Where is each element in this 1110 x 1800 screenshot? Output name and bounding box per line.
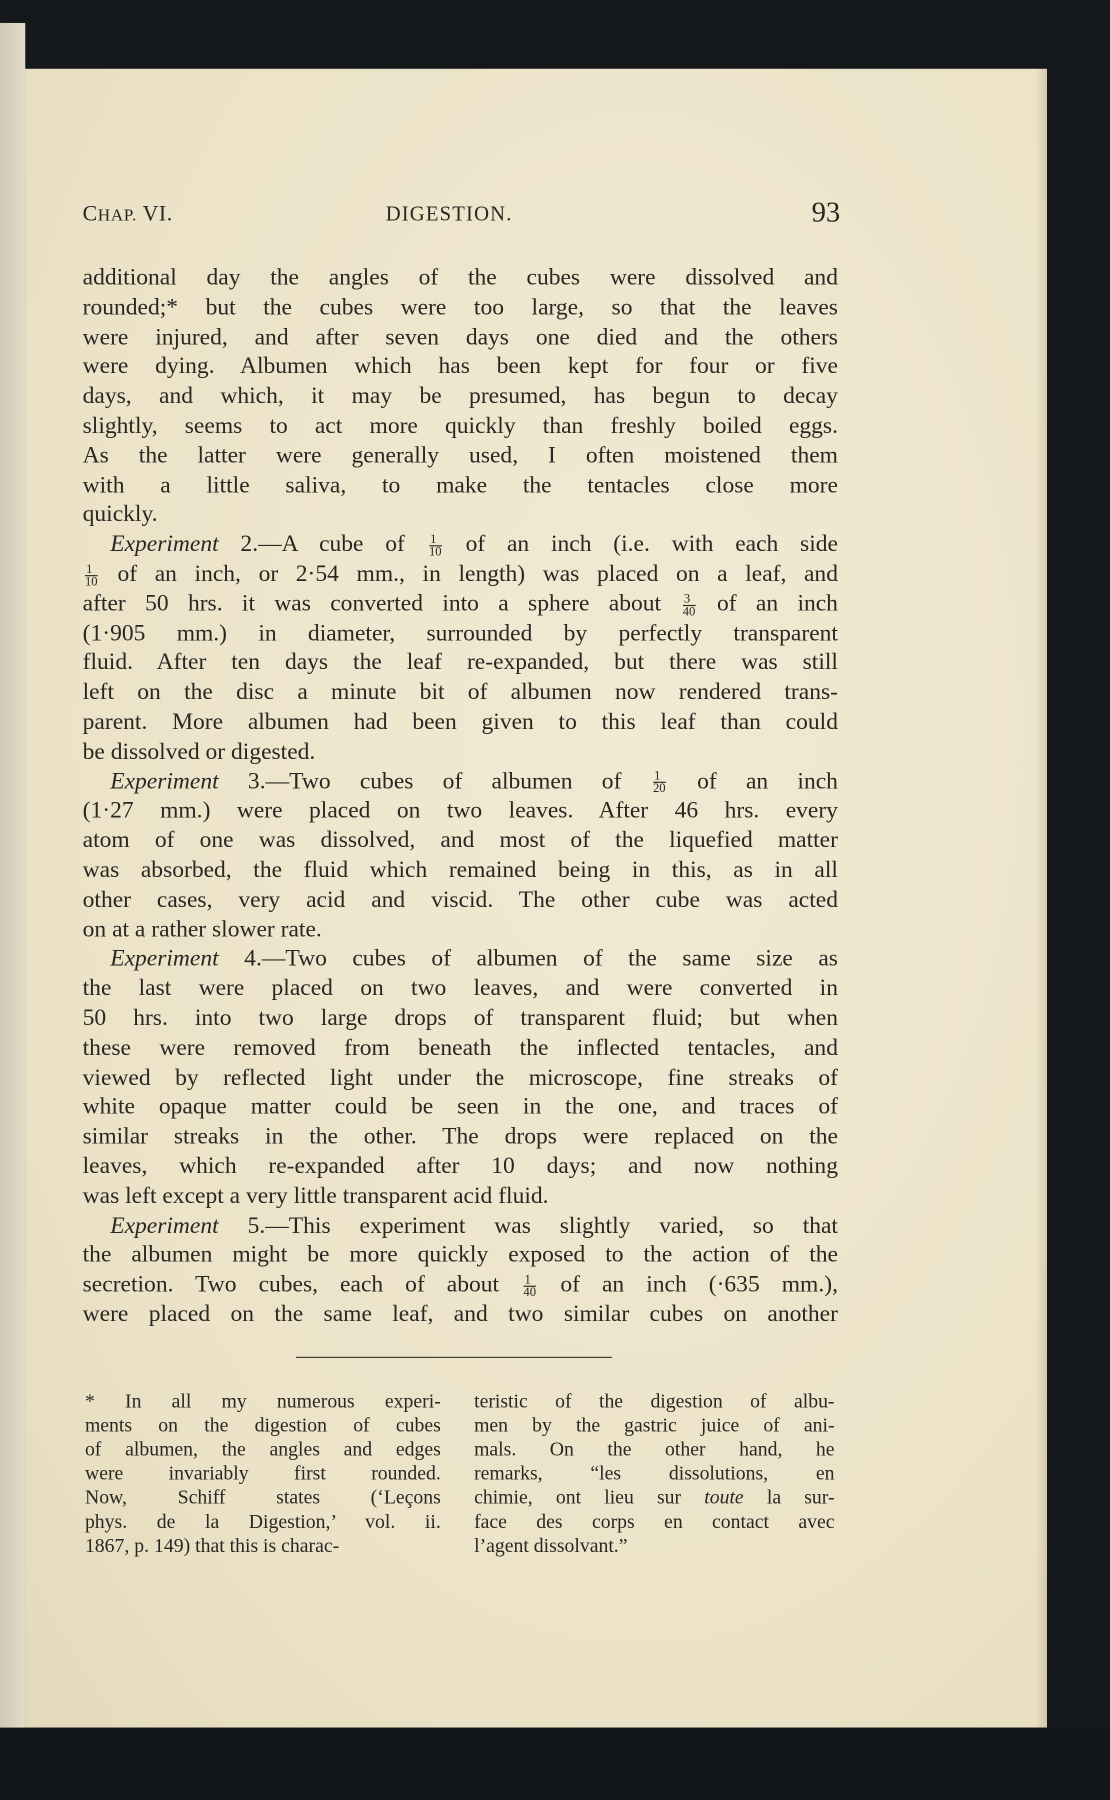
experiment-label: Experiment <box>110 1212 248 1239</box>
text-run: (1·27 mm.) were placed on two leaves. After 46 hrs. every <box>82 798 838 824</box>
text-run: parent. More albumen had been given to this leaf than could <box>82 709 838 735</box>
experiment-line <box>83 738 838 768</box>
footnote-right-column <box>474 1389 834 1558</box>
experiment-line <box>83 1093 838 1123</box>
experiment-line <box>83 886 838 916</box>
chapter-prefix: C <box>82 202 98 227</box>
fraction-denominator: 10 <box>84 574 98 589</box>
footnote-line: l’agent dissolvant.” <box>474 1534 628 1557</box>
experiment-line <box>83 1300 838 1330</box>
experiment-line <box>83 1123 838 1153</box>
scanner-background <box>0 1728 1110 1800</box>
experiment-line <box>83 797 838 827</box>
text-run: of an inch <box>667 768 838 794</box>
experiment-line <box>83 708 838 738</box>
text-run: on at a rather slower rate. <box>82 916 322 942</box>
text-run: of an inch, or 2·54 mm., in length) was placed on a leaf, and <box>99 561 838 587</box>
text-run: 2.—A cube of <box>240 531 427 557</box>
text-run: 4.—Two cubes of albumen of the same size as <box>244 946 838 972</box>
experiment-line <box>83 1004 838 1034</box>
experiment-line <box>83 1182 838 1212</box>
text-run: were placed on the same leaf, and two similar cubes on another <box>82 1301 838 1327</box>
text-run: (1·905 mm.) in diameter, surrounded by perfectly transparent <box>82 620 838 646</box>
experiment-line <box>83 1152 838 1182</box>
text-run: la sur- <box>743 1486 835 1509</box>
footnote-line: 1867, p. 149) that this is charac- <box>84 1534 340 1557</box>
text-run: these were removed from beneath the inflected tentacles, and <box>82 1035 838 1061</box>
text-run: after 50 hrs. it was converted into a sphere about <box>82 590 681 617</box>
fraction-numerator: 1 <box>653 771 666 784</box>
experiment-label: Experiment <box>110 531 241 557</box>
fraction-numerator: 1 <box>523 1274 536 1287</box>
footnote-line: mals. On the other hand, he <box>474 1438 835 1461</box>
text-run: leaves, which re-expanded after 10 days; and now nothing <box>82 1153 838 1179</box>
fraction-denominator: 20 <box>652 782 666 796</box>
text-run: was absorbed, the fluid which remained being in this, as in all <box>82 857 838 883</box>
experiment-line <box>83 827 838 857</box>
experiment-label: Experiment <box>110 946 245 972</box>
experiment-line <box>83 531 838 561</box>
body-line: slightly, seems to act more quickly than freshly boiled eggs. <box>82 413 838 439</box>
fraction-denominator: 40 <box>682 604 696 619</box>
fraction <box>683 593 696 617</box>
chapter-smallcaps: HAP. <box>97 206 137 225</box>
footnote-line: * In all my numerous experi- <box>84 1390 441 1412</box>
text-run: be dissolved or digested. <box>82 738 316 765</box>
footnote-line: were invariably first rounded. <box>84 1462 441 1485</box>
experiment-line <box>83 945 838 975</box>
experiment-line <box>83 1212 838 1242</box>
fraction-numerator: 1 <box>85 563 98 576</box>
footnote-line: ments on the digestion of cubes <box>84 1414 441 1437</box>
body-line: with a little saliva, to make the tentacles close more <box>82 472 838 498</box>
fraction <box>85 563 98 587</box>
experiment-line <box>83 679 838 709</box>
fraction-numerator: 1 <box>429 534 442 547</box>
text-run: was left except a very little transparent acid fluid. <box>82 1183 549 1209</box>
text-run: of an inch <box>697 590 838 617</box>
body-line: were dying. Albumen which has been kept for four or five <box>82 354 838 380</box>
page-number: 93 <box>811 197 841 229</box>
experiment-line <box>83 649 838 679</box>
experiment-line <box>83 915 838 945</box>
text-run: atom of one was dissolved, and most of the liquefied matter <box>82 827 838 854</box>
chapter-number: VI. <box>142 202 173 227</box>
text-run: viewed by reflected light under the microscope, fine streaks of <box>82 1064 838 1090</box>
running-head <box>83 197 841 243</box>
text-run: left on the disc a minute bit of albumen now rendered trans- <box>82 679 838 705</box>
experiment-line <box>83 619 838 649</box>
previous-page-edge <box>0 23 25 1768</box>
chapter-label <box>83 202 173 227</box>
text-run: white opaque matter could be seen in the one, and traces of <box>82 1094 838 1120</box>
body-line: days, and which, it may be presumed, has begun to decay <box>82 383 838 409</box>
experiment-line <box>83 975 838 1005</box>
footnote-line: phys. de la Digestion,’ vol. ii. <box>84 1510 441 1533</box>
experiment-line <box>83 1241 838 1271</box>
text-run: similar streaks in the other. The drops were replaced on the <box>82 1123 838 1150</box>
experiment-line <box>83 856 838 886</box>
text-run: secretion. Two cubes, each of about <box>82 1271 522 1298</box>
footnote-left-column <box>85 1389 441 1558</box>
italic-word: toute <box>704 1486 744 1509</box>
text-run: the albumen might be more quickly exposed to the action of the <box>82 1242 838 1268</box>
experiment-line <box>83 560 838 590</box>
fraction-numerator: 3 <box>683 593 696 606</box>
footnote-line: remarks, “les dissolutions, en <box>474 1462 835 1485</box>
fraction <box>429 534 442 558</box>
text-run: 50 hrs. into two large drops of transparent fluid; but when <box>82 1005 838 1031</box>
body-line: rounded;* but the cubes were too large, so that the leaves <box>82 294 838 321</box>
footnote-line: face des corps en contact avec <box>474 1510 835 1533</box>
fraction <box>653 771 666 795</box>
experiment-line <box>83 1064 838 1094</box>
text-run: the last were placed on two leaves, and were converted in <box>82 975 838 1002</box>
text-run: 3.—Two cubes of albumen of <box>247 768 651 794</box>
body-line: were injured, and after seven days one died and the others <box>82 324 838 350</box>
footnote-line: Now, Schiff states (‘Leçons <box>84 1486 441 1509</box>
footnote-line: teristic of the digestion of albu- <box>474 1390 835 1412</box>
footnote-line: of albumen, the angles and edges <box>84 1438 441 1461</box>
text-run: of an inch (i.e. with each side <box>443 531 838 557</box>
experiment-line <box>83 1034 838 1064</box>
fraction-denominator: 10 <box>428 545 442 559</box>
fraction <box>523 1274 536 1298</box>
experiment-label: Experiment <box>110 768 248 794</box>
text-run: other cases, very acid and viscid. The other cube was acted <box>82 887 838 913</box>
text-run: of an inch (·635 mm.), <box>538 1271 838 1298</box>
experiment-line <box>83 767 838 797</box>
running-title: DIGESTION. <box>385 202 513 225</box>
text-run: chimie, ont lieu sur <box>474 1486 705 1509</box>
body-line: As the latter were generally used, I often moistened them <box>82 442 838 469</box>
text-run: fluid. After ten days the leaf re-expanded, but there was still <box>82 650 838 676</box>
experiment-line <box>83 1271 838 1301</box>
text-run: 5.—This experiment was slightly varied, so that <box>247 1212 838 1239</box>
footnote-rule <box>296 1357 612 1358</box>
experiment-line <box>83 590 838 620</box>
body-line: additional day the angles of the cubes were dissolved and <box>82 265 838 291</box>
body-line: quickly. <box>82 502 158 528</box>
footnote-line: men by the gastric juice of ani- <box>474 1414 835 1437</box>
body-text <box>83 264 838 1330</box>
fraction-denominator: 40 <box>523 1285 537 1300</box>
footnote-line <box>474 1485 834 1509</box>
